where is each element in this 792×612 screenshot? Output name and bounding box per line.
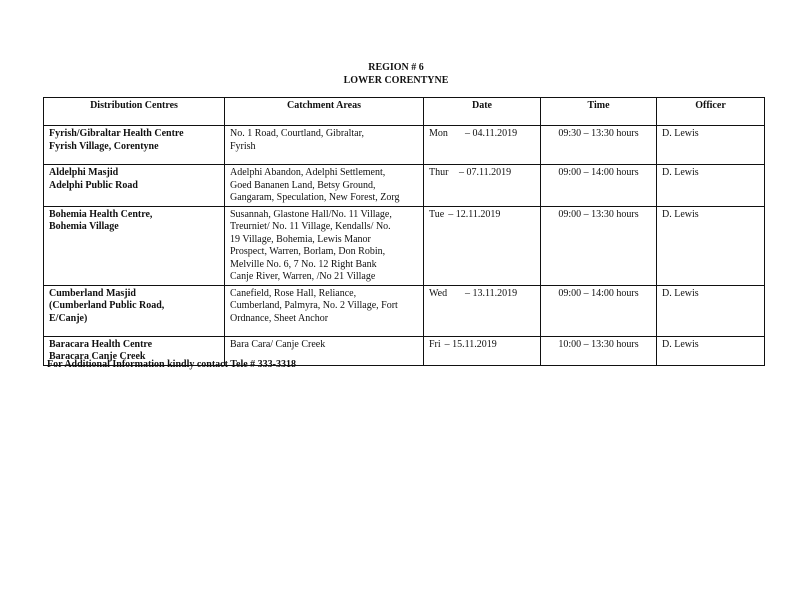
table-header-row: [44, 98, 765, 126]
date-weekday: Tue: [429, 208, 445, 220]
catchment-area-line: Melville No. 6, 7 No. 12 Right Bank: [230, 258, 377, 270]
catchment-areas-cell: [225, 165, 424, 207]
time-cell: 09:00 – 14:00 hours: [541, 165, 657, 207]
distribution-centre-line: Fyrish Village, Corentyne: [49, 140, 159, 152]
date-weekday: Thur: [429, 167, 449, 178]
catchment-area-line: Ordnance, Sheet Anchor: [230, 312, 329, 324]
column-header-time: Time: [541, 98, 657, 126]
catchment-area-line: Treurniet/ No. 11 Village, Kendalls/ No.: [230, 221, 391, 232]
column-header-officer: Officer: [657, 98, 765, 126]
catchment-area-line: Goed Bananen Land, Betsy Ground,: [230, 179, 376, 191]
distribution-centre-line: Aldelphi Masjid: [49, 167, 119, 178]
officer-cell: D. Lewis: [657, 206, 765, 285]
date-cell: [424, 285, 541, 336]
table-row: [44, 126, 765, 165]
time-cell: 09:00 – 13:30 hours: [541, 206, 657, 285]
catchment-area-line: Bara Cara/ Canje Creek: [230, 338, 326, 350]
catchment-area-line: Canje River, Warren, /No 21 Village: [230, 271, 376, 282]
date-value: – 04.11.2019: [465, 128, 518, 139]
distribution-centre-line: Cumberland Masjid: [49, 287, 136, 299]
catchment-areas-cell: [225, 285, 424, 336]
catchment-area-line: 19 Village, Bohemia, Lewis Manor: [230, 233, 371, 245]
distribution-centre-line: Bohemia Health Centre,: [49, 208, 153, 220]
catchment-area-line: Fyrish: [230, 140, 256, 152]
officer-cell: D. Lewis: [657, 126, 765, 165]
region-title: REGION # 6: [368, 62, 424, 73]
catchment-area-line: Prospect, Warren, Borlam, Don Robin,: [230, 246, 386, 257]
date-weekday: Wed: [429, 287, 448, 299]
distribution-centre-line: (Cumberland Public Road,: [49, 300, 165, 311]
catchment-area-line: Gangaram, Speculation, New Forest, Zorg: [230, 192, 400, 203]
distribution-centre-cell: [44, 165, 225, 207]
distribution-centre-line: Adelphi Public Road: [49, 179, 138, 191]
catchment-area-line: Susannah, Glastone Hall/No. 11 Village,: [230, 208, 392, 220]
catchment-area-line: Cumberland, Palmyra, No. 2 Village, Fort: [230, 300, 398, 311]
distribution-centre-line: Bohemia Village: [49, 221, 119, 232]
column-header-catchment-areas: Catchment Areas: [225, 98, 424, 126]
distribution-schedule-table: [43, 97, 765, 366]
region-subtitle: LOWER CORENTYNE: [343, 75, 449, 86]
officer-cell: D. Lewis: [657, 165, 765, 207]
column-header-date: Date: [424, 98, 541, 126]
time-cell: 09:00 – 14:00 hours: [541, 285, 657, 336]
date-value: – 07.11.2019: [459, 167, 512, 178]
date-cell: [424, 165, 541, 207]
distribution-centre-line: E/Canje): [49, 312, 88, 324]
date-weekday: Mon: [429, 128, 448, 139]
distribution-centre-cell: [44, 285, 225, 336]
distribution-centre-line: Fyrish/Gibraltar Health Centre: [49, 128, 184, 139]
distribution-centre-line: Baracara Health Centre: [49, 338, 153, 350]
catchment-areas-cell: [225, 206, 424, 285]
date-cell: [424, 336, 541, 365]
distribution-centre-line: Baracara Canje Creek: [49, 351, 146, 362]
distribution-centre-cell: [44, 126, 225, 165]
officer-cell: D. Lewis: [657, 336, 765, 365]
date-cell: [424, 206, 541, 285]
date-cell: [424, 126, 541, 165]
time-cell: 10:00 – 13:30 hours: [541, 336, 657, 365]
table-row: [44, 206, 765, 285]
contact-footer: For Additional Information kindly contact Tele # 333-3318: [47, 359, 297, 370]
catchment-area-line: Canefield, Rose Hall, Reliance,: [230, 287, 357, 299]
time-cell: 09:30 – 13:30 hours: [541, 126, 657, 165]
table-row: [44, 165, 765, 207]
table-row: [44, 285, 765, 336]
date-value: – 12.11.2019: [448, 208, 501, 220]
catchment-area-line: No. 1 Road, Courtland, Gibraltar,: [230, 128, 365, 139]
distribution-centre-cell: [44, 206, 225, 285]
officer-cell: D. Lewis: [657, 285, 765, 336]
date-weekday: Fri: [429, 338, 441, 350]
date-value: – 13.11.2019: [465, 287, 518, 299]
catchment-area-line: Adelphi Abandon, Adelphi Settlement,: [230, 167, 386, 178]
catchment-areas-cell: [225, 126, 424, 165]
date-value: – 15.11.2019: [444, 338, 497, 350]
column-header-distribution-centres: Distribution Centres: [44, 98, 225, 126]
